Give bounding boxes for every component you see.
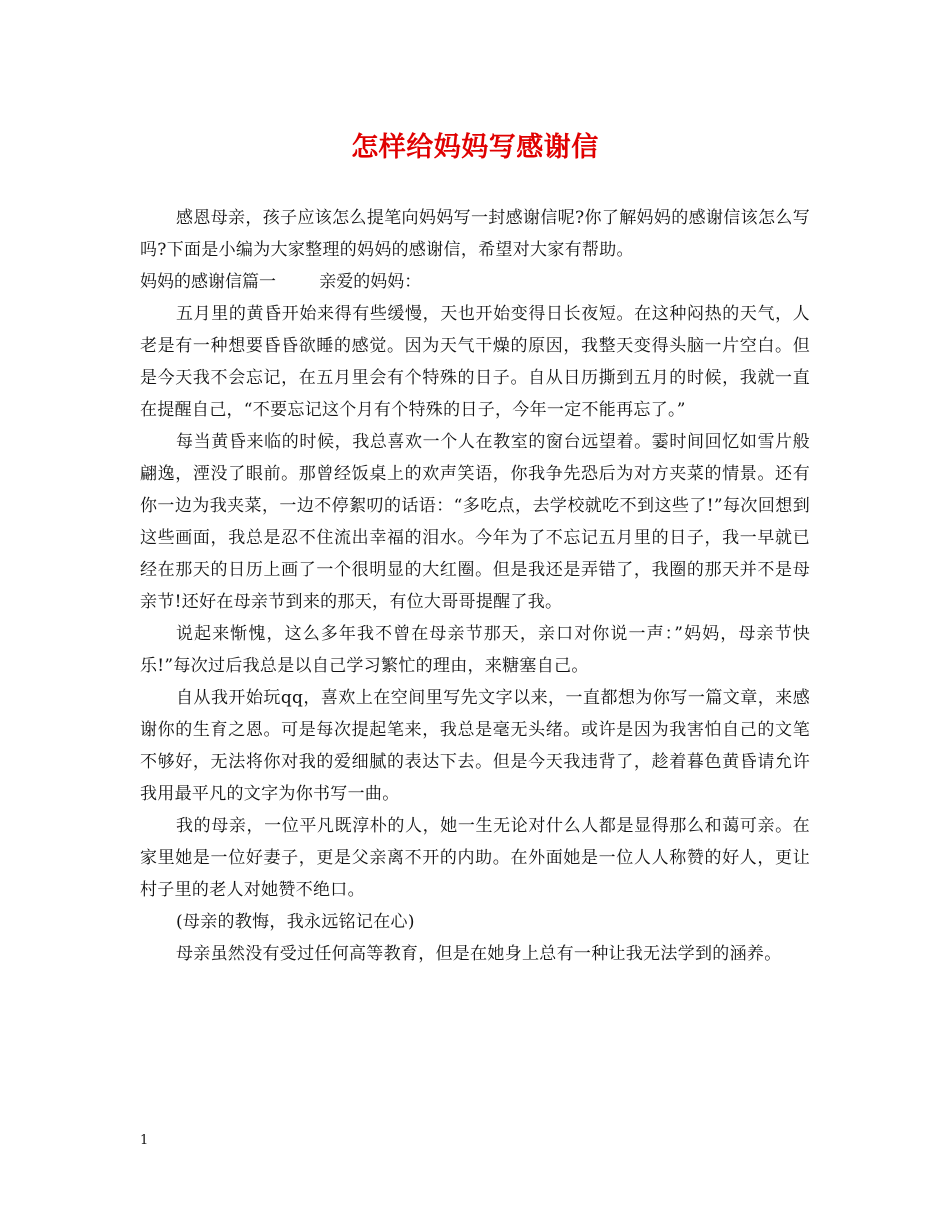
document-body [140,202,810,970]
section-heading-line [140,266,810,298]
body-paragraph: 五月里的黄昏开始来得有些缓慢，天也开始变得日长夜短。在这种闷热的天气，人老是有一种想要昏昏欲睡的感觉。因为天气干燥的原因，我整天变得头脑一片空白。但是今天我不会忘记，在五月里会有个特殊的日子。自从日历撕到五月的时候，我就一直在提醒自己，“不要忘记这个月有个特殊的日子，今年一定不能再忘了。” [140,304,810,420]
body-paragraph: 每当黄昏来临的时候，我总喜欢一个人在教室的窗台远望着。霎时间回忆如雪片般翩逸，湮没了眼前。那曾经饭桌上的欢声笑语，你我争先恐后为对方夹菜的情景。还有你一边为我夹菜，一边不停絮叨的话语：“多吃点，去学校就吃不到这些了!”每次回想到这些画面，我总是忍不住流出幸福的泪水。今年为了不忘记五月里的日子，我一早就已经在那天的日历上画了一个很明显的大红圈。但是我还是弄错了，我圈的那天并不是母亲节!还好在母亲节到来的那天，有位大哥哥提醒了我。 [140,432,810,612]
body-paragraph: 说起来惭愧，这么多年我不曾在母亲节那天，亲口对你说一声：”妈妈，母亲节快乐!”每次过后我总是以自己学习繁忙的理由，来糖塞自己。 [140,624,810,676]
body-paragraph: 母亲虽然没有受过任何高等教育，但是在她身上总有一种让我无法学到的涵养。 [176,944,782,964]
document-page [140,0,810,1230]
body-paragraph: 自从我开始玩qq，喜欢上在空间里写先文字以来，一直都想为你写一篇文章，来感谢你的生育之恩。可是每次提起笔来，我总是毫无头绪。或许是因为我害怕自己的文笔不够好，无法将你对我的爱细腻的表达下去。但是今天我违背了，趁着暮色黄昏请允许我用最平凡的文字为你书写一曲。 [140,688,810,804]
body-paragraph: 我的母亲，一位平凡既淳朴的人，她一生无论对什么人都是显得那么和蔼可亲。在家里她是一位好妻子，更是父亲离不开的内助。在外面她是一位人人称赞的好人，更让村子里的老人对她赞不绝口。 [140,816,810,900]
intro-paragraph: 感恩母亲，孩子应该怎么提笔向妈妈写一封感谢信呢?你了解妈妈的感谢信该怎么写吗?下面是小编为大家整理的妈妈的感谢信，希望对大家有帮助。 [140,208,810,260]
body-paragraph: (母亲的教悔，我永远铭记在心) [176,912,415,932]
page-number: 1 [140,1133,149,1148]
section-heading: 妈妈的感谢信篇一 [140,272,276,292]
page-title: 怎样给妈妈写感谢信 [351,132,599,163]
salutation: 亲爱的妈妈： [319,272,422,292]
